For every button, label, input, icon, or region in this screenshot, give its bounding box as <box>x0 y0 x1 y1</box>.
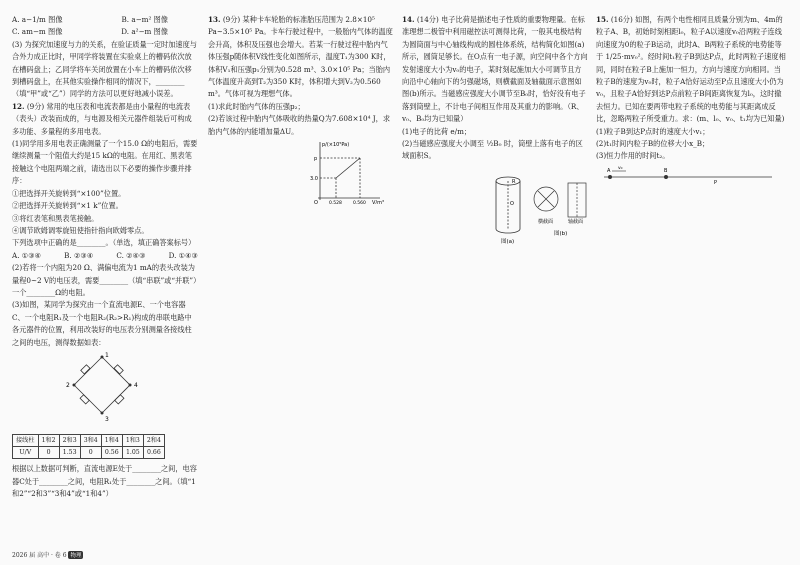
label-o: O <box>510 200 514 207</box>
table-cell: 1.53 <box>59 447 80 459</box>
question-12-part-3: (3)如图，某同学为探究由一个直流电源E、一个电容器C、一个电阻R₁及一个电阻R₂(R₂>R₁)构成的串联电路中各元器件的位置，利用改装好的电压表分别测量各接线柱之间的电压，测得数据如表： <box>12 300 192 347</box>
table-cell: 0.66 <box>143 447 164 459</box>
option-b: B. a−m² 图像 <box>121 15 168 24</box>
question-15 <box>596 14 788 126</box>
terminal-label-3: 3 <box>105 415 109 423</box>
column-2 <box>208 14 394 208</box>
step-1: ①把选择开关旋转到“×100”位置。 <box>12 188 126 198</box>
choice-c: C. ②④③ <box>116 250 146 260</box>
y-axis-label: p/(×10⁵Pa) <box>322 142 350 149</box>
step-question: 下列选项中正确的是________。（单选，填正确答案标号） <box>12 238 196 248</box>
column-1 <box>12 14 198 501</box>
circuit-diagram <box>12 349 198 427</box>
x-tick-v1: 0.528 <box>329 201 342 205</box>
voltage-table <box>12 434 165 459</box>
option-a: A. a−1/m 图像 <box>12 15 63 24</box>
y-tick-value: 3.0 <box>310 176 318 183</box>
question-number: 15. <box>596 15 609 24</box>
choice-b: B. ②③④ <box>64 250 94 260</box>
question-12-part-2: (2)若将一个内阻为20 Ω、满偏电流为1 mA的表头改装为量程0~2 V的电压表，需要________（填“串联”或“并联”）一个________Ω的电阻。 <box>12 263 197 297</box>
x-tick-v2: 0.560 <box>353 201 366 205</box>
question-15-part-2: (2)t₁时间内粒子B的位移大小x_B； <box>596 139 710 149</box>
label-p: P <box>714 179 718 186</box>
question-12-tail: 根据以上数据可判断，直流电源E处于________之间，电容器C处于________之间，电阻R₁处于________之间。（填“1和2”“2和3”“3和4”或“1和4”） <box>12 464 197 499</box>
option-d: D. a²−m 图像 <box>121 27 168 37</box>
option-row <box>12 26 198 38</box>
footer <box>12 550 83 559</box>
question-text: 电子比荷是描述电子性质的重要物理量。在标准理想二极管中利用磁控法可测得比荷，一般其电极结构为圆筒面与中心轴线构成的圆柱体系统，结构简化如图(a)所示，圆筒足够长。在O点有一电子源，向空间中各个方向发射速度大小为v₀的电子，某时刻起施加大小可调节且方向沿中心轴向下的匀强磁场，则横截面及轴截面示意图如图(b)所示。当磁感应强度大小调节至B₀时，恰好没有电子落到筒壁上，不计电子间相互作用及其重力的影响。（R、v₀、B₀均为已知量） <box>402 15 588 124</box>
choice-d: D. ①④③ <box>168 250 198 260</box>
table-cell: 1.05 <box>122 447 143 459</box>
question-text: 如图，有两个电性相同且质量分别为m、4m的粒子A、B，初始时刻相距l₀，粒子A以速度v₀沿两粒子连线向速度为0的粒子B运动，此时A、B两粒子系统的电势能等于 1/25·mv₀²。经时间t₁粒子B到达P点，此时两粒子速度相同，同时在粒子B上施加一恒力，方向与速度方向相同。当粒子B的速度为v₀时，粒子A恰好运动至P点且速度大小仍为v₀，且粒子A恰好到达P点前粒子B间距离恢复为l₀，这时撤去恒力。已知在要两带电粒子系统的电势能与其距离成反比，忽略两粒子所受重力。求：(m、l₀、v₀、t₁均为已知量) <box>596 15 786 124</box>
label-cross-section: 横截面 <box>538 218 554 225</box>
question-text: 某种卡车轮胎的标准胎压范围为 2.8×10⁵ Pa~3.5×10⁵ Pa。卡车行驶过程中，一般胎内气体的温度会升高，体积及压强也会增大。若某一行驶过程中胎内气体压强p随体积V线性变化如图所示，温度T₁为300 K时，体积V₁和压强p₁分别为0.528 m³、3.0×10⁵ Pa；当胎内气体温度升高到T₂为350 K时，体积增大到V₂为0.560 m³。气体可视为理想气体。 <box>208 15 393 99</box>
x-axis-label: V/m³ <box>372 200 384 205</box>
label-a: A <box>607 167 611 174</box>
terminal-label-1: 1 <box>105 351 109 359</box>
table-row <box>13 435 165 447</box>
choice-a: A. ①③④ <box>12 250 42 260</box>
terminal-label-4: 4 <box>134 381 138 389</box>
pv-line <box>336 158 360 178</box>
step-2: ②把选择开关旋转到“×1 k”位置。 <box>12 201 123 211</box>
question-number: 14. <box>402 15 415 24</box>
table-cell: 1和2 <box>38 435 59 447</box>
subject-badge: 物理 <box>70 553 82 559</box>
question-text: 常用的电压表和电流表都是由小量程的电流表（表头）改装而成的，与电源及相关元器件组装后可构成多功能、多量程的多用电表。 <box>12 101 192 136</box>
question-number: 13. <box>208 15 221 24</box>
question-number: 12. <box>12 101 25 111</box>
choice-row <box>12 250 198 262</box>
table-cell: 0 <box>38 447 59 459</box>
question-15-part-3: (3)恒力作用的时间t₂。 <box>596 151 670 161</box>
table-cell: 1和4 <box>101 435 122 447</box>
table-cell: 0 <box>80 447 101 459</box>
step-4: ④调节欧姆调零旋钮使指针指向欧姆零点。 <box>12 225 149 235</box>
caption-b: 图(b) <box>554 230 568 237</box>
question-score: (14分) <box>416 15 439 24</box>
label-b: B <box>664 167 668 174</box>
question-13-part-2: (2)若该过程中胎内气体吸收的热量Q为7.608×10⁴ J，求胎内气体的内能增加量ΔU。 <box>208 114 391 136</box>
option-row <box>12 14 198 26</box>
footer-text: 2026 届 高中 · 卷 6 <box>12 552 67 559</box>
question-13 <box>208 14 394 101</box>
question-score: (9分) <box>26 101 45 111</box>
question-15-part-1: (1)粒子B到达P点时的速度大小v₁； <box>596 126 710 136</box>
column-4 <box>596 14 788 191</box>
figure-b-cross-section <box>534 187 558 211</box>
figure-b-axial-section <box>568 183 586 217</box>
table-row <box>13 447 165 459</box>
particle-diagram <box>596 163 788 187</box>
y-tick-p: p <box>314 156 318 163</box>
terminal-label-2: 2 <box>66 381 70 389</box>
terminals <box>73 355 132 414</box>
table-cell: 0.56 <box>101 447 122 459</box>
table-cell: 1和3 <box>122 435 143 447</box>
table-cell: 2和3 <box>59 435 80 447</box>
question-score: (9分) <box>222 15 241 24</box>
question-14 <box>402 14 588 126</box>
step-3: ③将红表笔和黑表笔接触。 <box>12 213 99 223</box>
column-3 <box>402 14 588 253</box>
particle-b <box>664 175 668 179</box>
table-cell: U/V <box>13 447 39 459</box>
question-13-part-1: (1)求此时胎内气体的压强p₂； <box>208 101 305 111</box>
particle-a <box>608 175 612 179</box>
pv-graph <box>208 138 394 204</box>
origin-label: O <box>314 200 318 205</box>
question-score: (16分) <box>610 15 633 24</box>
table-cell: 3和4 <box>80 435 101 447</box>
option-c: C. am−m 图像 <box>12 27 63 37</box>
figure-a <box>496 177 520 233</box>
table-cell: 2和4 <box>143 435 164 447</box>
question-12-part-1: (1)同学用多用电表正确测量了一个15.0 Ω的电阻后，需要继续测量一个阻值大约是15 kΩ的电阻。在用红、黑表笔接触这个电阻两端之前，请选出以下必要的操作步骤并排序： <box>12 139 198 186</box>
caption-a: 图(a) <box>501 238 515 245</box>
bridge-circuit <box>74 357 130 413</box>
question-14-part-1: (1)电子的比荷 e/m； <box>402 126 472 136</box>
question-14-part-2: (2)当磁感应强度大小调至 ½B₀ 时，筒壁上落有电子的区域面积S。 <box>402 139 583 161</box>
label-r: R <box>512 178 516 185</box>
label-v0: v₀ <box>618 165 623 171</box>
label-axial-section: 轴截面 <box>568 218 584 225</box>
table-cell: 接线柱 <box>13 435 39 447</box>
cylinder-figures <box>402 169 588 249</box>
question-11-part-3: (3) 为探究加速度与力的关系，在验证质量一定时加速度与合外力成正比时，甲同学将装置在实验桌上的槽码依次放在槽码盘上；乙同学将车关闭放置在小车上的槽码依次移到槽码盘上，在其他实验操作相同的情况下，________（填“甲”或“乙”）同学的方法可以更好地减小误差。 <box>12 39 197 99</box>
question-12-intro <box>12 101 198 138</box>
